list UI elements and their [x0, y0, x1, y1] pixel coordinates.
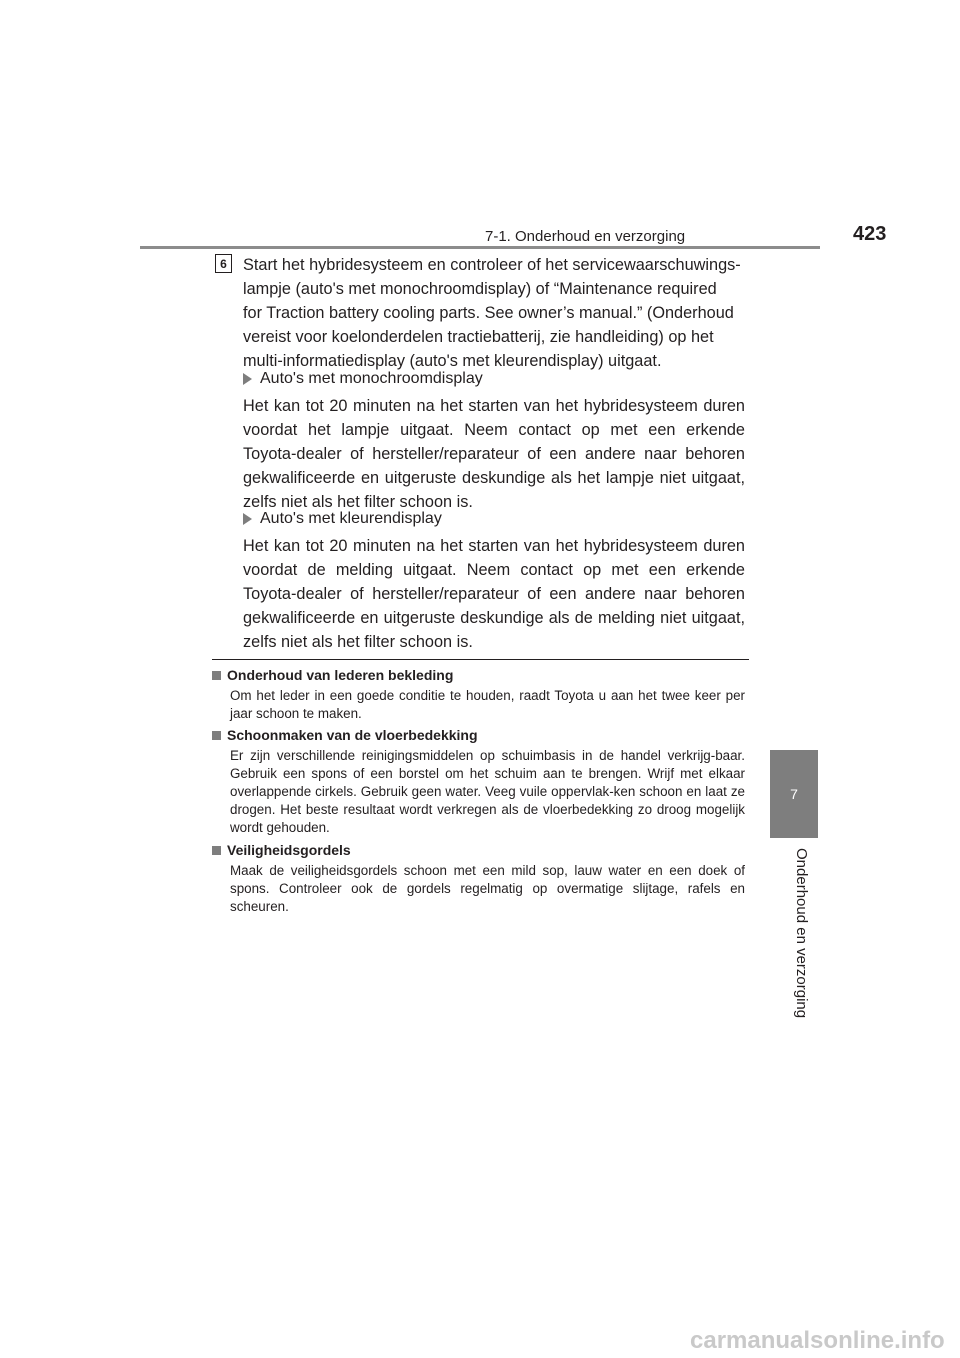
watermark: carmanualsonline.info — [690, 1327, 945, 1354]
step-line-3: for Traction battery cooling parts. See owner’s manual.” (Onderhoud — [243, 304, 734, 322]
sub-item-body-2: Het kan tot 20 minuten na het starten van het hybridesysteem duren voordat de melding uitgaat. Neem contact op met een erkende Toyota-dealer of hersteller/reparateur of een andere naar behoren gekwalificeerde en uitgeruste deskundige als de melding niet uitgaat, zelfs niet als het filter schoon is. — [243, 537, 745, 651]
step-text — [243, 253, 745, 277]
note-title: Veiligheidsgordels — [227, 842, 351, 858]
square-bullet-icon — [212, 846, 221, 855]
square-bullet-icon — [212, 731, 221, 740]
step-line-4: vereist voor koelonderdelen tractiebatterij, zie handleiding) op het — [243, 328, 714, 346]
note-body-2: Er zijn verschillende reinigingsmiddelen op schuimbasis in de handel verkrijg-baar. Gebruik een spons of een borstel om het schuim aan te brengen. Wrijf met elkaar overlappende cirkels. Gebruik geen water. Veeg vuile oppervlak-ken schoon en laat ze drogen. Het beste resultaat wordt verkregen als de vloerbedekking zo droog mogelijk wordt gehouden. — [230, 748, 745, 835]
note-heading-3 — [212, 842, 351, 858]
step-first-line: Start het hybridesysteem en controleer of het servicewaarschuwings- — [243, 256, 741, 274]
triangle-bullet-icon — [243, 513, 252, 525]
section-title: 7-1. Onderhoud en verzorging — [485, 228, 686, 245]
step-line-2: lampje (auto's met monochroomdisplay) of “Maintenance required — [243, 280, 717, 298]
sub-item-heading-2 — [243, 507, 442, 531]
step-line-5: multi-informatiedisplay (auto's met kleurendisplay) uitgaat. — [243, 352, 662, 370]
section-divider — [212, 659, 749, 660]
note-title: Schoonmaken van de vloerbedekking — [227, 727, 478, 743]
note-title: Onderhoud van lederen bekleding — [227, 667, 454, 683]
chapter-number: 7 — [790, 786, 798, 802]
sub-item-body-1: Het kan tot 20 minuten na het starten van het hybridesysteem duren voordat het lampje uitgaat. Neem contact op met een erkende Toyota-dealer of hersteller/reparateur of een andere naar behoren gekwalificeerde en uitgeruste deskundige als het lampje niet uitgaat, zelfs niet als het filter schoon is. — [243, 397, 745, 511]
sub-item-heading-text: Auto's met monochroomdisplay — [260, 370, 483, 387]
page-number: 423 — [853, 223, 887, 245]
page-header — [140, 210, 887, 249]
note-body-1: Om het leder in een goede conditie te houden, raadt Toyota u aan het twee keer per jaar schoon te maken. — [230, 688, 745, 721]
sub-item-heading-text: Auto's met kleurendisplay — [260, 510, 442, 527]
square-bullet-icon — [212, 671, 221, 680]
note-heading-1 — [212, 667, 453, 683]
note-body-3: Maak de veiligheidsgordels schoon met een mild sop, lauw water en een doek of spons. Controleer ook de gordels regelmatig op overmatige slijtage, rafels en scheuren. — [230, 863, 745, 914]
note-heading-2 — [212, 727, 478, 743]
chapter-tab — [770, 750, 818, 838]
chapter-label: Onderhoud en verzorging — [793, 848, 810, 1019]
sub-item-heading-1 — [243, 367, 483, 391]
step-number-badge: 6 — [215, 254, 232, 273]
triangle-bullet-icon — [243, 373, 252, 385]
